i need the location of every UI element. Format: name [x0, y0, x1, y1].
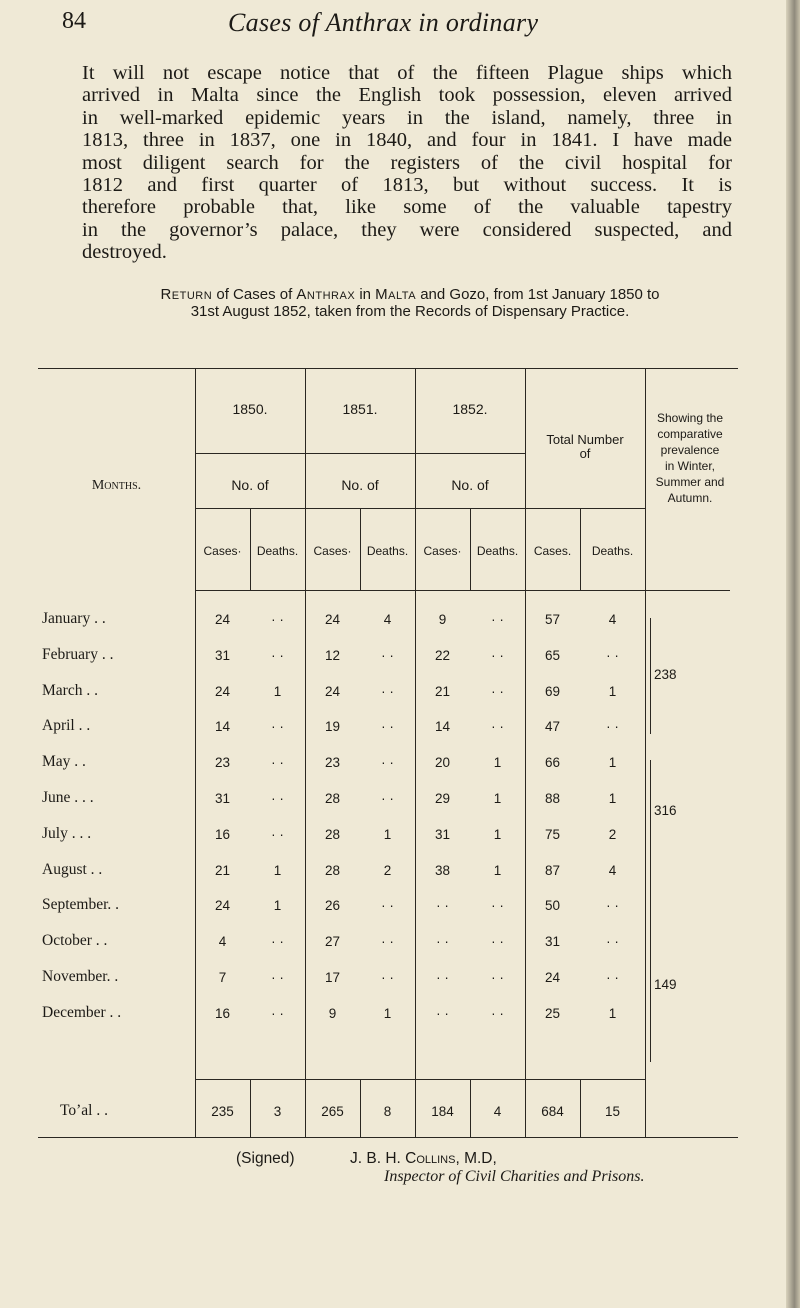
noof-1851: No. of [341, 477, 379, 493]
table-cell-d50: · · [271, 970, 284, 985]
table-cell-c51: 19 [324, 719, 341, 735]
total-cell-d50: 3 [273, 1104, 282, 1119]
rule-total-row [195, 1079, 645, 1080]
body-paragraph [82, 62, 732, 264]
deaths-1852-header: Deaths. [476, 544, 519, 558]
table-cell-c51: 28 [324, 791, 341, 806]
side-note-line: Autumn. [667, 491, 713, 505]
table-cell-c52: 9 [438, 612, 447, 627]
total-cell-td: 15 [604, 1104, 621, 1119]
table-cell-c50: 24 [214, 898, 231, 914]
table-cell-c52: · · [436, 1005, 449, 1021]
noof-1852: No. of [451, 477, 489, 493]
total-cell-d52: 4 [493, 1104, 502, 1119]
table-cell-c50: 16 [214, 826, 231, 842]
table-cell-c51: 9 [328, 1005, 337, 1021]
table-cell-td: · · [606, 934, 619, 950]
table-cell-tc: 31 [544, 934, 561, 950]
table-cell-c52: 29 [434, 791, 451, 806]
table-bottom-rule [38, 1137, 738, 1138]
page-edge-shadow [786, 0, 800, 1308]
signatory-title: Inspector of Civil Charities and Prisons. [384, 1168, 645, 1185]
total-cases-header: Cases. [533, 544, 572, 558]
month-label: January . . [42, 610, 106, 627]
table-cell-td: 1 [608, 791, 617, 806]
signed-label: (Signed) [236, 1150, 295, 1167]
rule-years [195, 453, 525, 454]
table-cell-d51: · · [381, 683, 394, 699]
table-cell-tc: 65 [544, 647, 561, 663]
table-cell-tc: 66 [544, 755, 561, 771]
table-cell-d52: · · [491, 647, 504, 663]
table-cell-d52: 1 [493, 755, 502, 771]
table-cell-tc: 88 [544, 791, 561, 806]
table-cell-c51: 27 [324, 934, 341, 950]
total-cell-tc: 684 [541, 1104, 564, 1119]
group-total-winter: 238 [654, 667, 677, 682]
table-cell-d52: · · [491, 612, 504, 627]
table-cell-d50: · · [271, 612, 284, 627]
table-cell-td: · · [606, 970, 619, 985]
table-cell-tc: 50 [544, 898, 561, 914]
caption-part2: in [355, 286, 376, 303]
table-cell-d52: · · [491, 898, 504, 914]
rule-side [645, 590, 730, 591]
table-cell-d52: · · [491, 934, 504, 950]
table-cell-d50: · · [271, 647, 284, 663]
table-cell-d51: 2 [383, 862, 392, 878]
table-cell-c51: 24 [324, 612, 341, 627]
month-label: June . . . [42, 789, 94, 806]
vline-1852 [525, 368, 526, 1137]
signatory-name [350, 1150, 497, 1168]
group-total-autumn: 149 [654, 977, 677, 992]
table-cell-d51: · · [381, 755, 394, 771]
table-cell-c51: 26 [324, 898, 341, 914]
table-cell-c52: · · [436, 934, 449, 950]
month-label: July . . . [42, 824, 92, 842]
table-cell-c52: · · [436, 970, 449, 985]
rule-subheads [195, 590, 645, 591]
table-top-rule [38, 368, 738, 369]
table-caption [80, 286, 740, 320]
year-1850: 1850. [232, 401, 268, 417]
group-total-summer: 316 [654, 803, 677, 818]
table-cell-d50: 1 [273, 898, 282, 914]
table-cell-c52: 31 [434, 826, 451, 842]
table-cell-tc: 25 [544, 1005, 561, 1021]
year-1851: 1851. [342, 401, 378, 417]
cases-1850-header: Cases· [203, 544, 242, 558]
table-cell-c51: 24 [324, 683, 341, 699]
brace-summer [644, 760, 651, 918]
table-cell-tc: 57 [544, 612, 561, 627]
total-cell-c51: 265 [321, 1104, 344, 1119]
table-cell-d50: · · [271, 934, 284, 950]
table-cell-d50: · · [271, 791, 284, 806]
total-cell-d51: 8 [383, 1104, 392, 1119]
month-label: October . . [42, 932, 108, 950]
table-cell-d51: 4 [383, 612, 392, 627]
total-of-header: of [579, 446, 591, 461]
table-cell-d52: · · [491, 719, 504, 735]
side-note-line: Showing the [656, 411, 724, 425]
table-cell-d52: 1 [493, 791, 502, 806]
table-cell-d51: · · [381, 934, 394, 950]
month-label: May . . [42, 753, 86, 771]
paragraph-line: 1813, three in 1837, one in 1840, and four in 1841. I have made [82, 129, 732, 152]
table-cell-c52: 20 [434, 755, 451, 771]
month-label: February . . [42, 645, 114, 663]
table-cell-c50: 16 [214, 1005, 231, 1021]
signatory-prefix: J. B. H. [350, 1150, 406, 1167]
table-cell-d50: · · [271, 826, 284, 842]
total-cell-c50: 235 [211, 1104, 234, 1119]
table-cell-d51: · · [381, 791, 394, 806]
month-label: December . . [42, 1003, 122, 1021]
paragraph-line: in well-marked epidemic years in the island, namely, three in [82, 106, 732, 129]
table-cell-tc: 24 [544, 970, 561, 985]
table-cell-d51: 1 [383, 1005, 392, 1021]
table-cell-d51: · · [381, 898, 394, 914]
table-cell-tc: 47 [544, 719, 561, 735]
brace-winter [644, 618, 651, 734]
table-cell-c50: 24 [214, 683, 231, 699]
table-cell-td: 4 [608, 862, 617, 878]
table-cell-c51: 12 [324, 647, 341, 663]
table-cell-c51: 23 [324, 755, 341, 771]
table-cell-d50: · · [271, 755, 284, 771]
table-cell-d52: · · [491, 970, 504, 985]
table-cell-td: · · [606, 647, 619, 663]
table-cell-d51: · · [381, 647, 394, 663]
table-cell-c52: · · [436, 898, 449, 914]
caption-anthrax: Anthrax [296, 286, 356, 303]
page-number: 84 [62, 8, 86, 34]
rule-total [525, 508, 645, 509]
table-cell-d50: 1 [273, 683, 282, 699]
paragraph-line: therefore probable that, like some of the valuable tapestry [82, 196, 732, 219]
table-cell-d52: · · [491, 1005, 504, 1021]
running-title: Cases of Anthrax in ordinary [228, 8, 539, 37]
table-cell-td: 1 [608, 683, 617, 699]
month-label: November. . [42, 968, 119, 985]
table-cell-tc: 69 [544, 683, 561, 699]
noof-1850: No. of [231, 477, 269, 493]
table-cell-c50: 21 [214, 862, 231, 878]
side-note-line: Summer and [655, 475, 725, 489]
table-cell-c51: 28 [324, 862, 341, 878]
paragraph-line: most diligent search for the registers of the civil hospital for [82, 151, 732, 174]
table-cell-td: 2 [608, 826, 617, 842]
table-cell-c50: 23 [214, 755, 231, 771]
table-cell-tc: 87 [544, 862, 561, 878]
table-cell-d52: 1 [493, 862, 502, 878]
table-cell-c52: 22 [434, 647, 451, 663]
table-cell-td: 1 [608, 1005, 617, 1021]
table-cell-c52: 14 [434, 719, 451, 735]
table-cell-c52: 38 [434, 862, 451, 878]
table-cell-d51: · · [381, 970, 394, 985]
table-cell-td: · · [606, 898, 619, 914]
total-cell-c52: 184 [431, 1104, 454, 1119]
signatory-surname: Collins [405, 1150, 456, 1167]
month-label: March . . [42, 681, 98, 699]
caption-part1: of Cases of [212, 286, 297, 303]
paragraph-line: in the governor’s palace, they were considered suspected, and [82, 218, 732, 241]
table-cell-td: 1 [608, 755, 617, 771]
table-cell-c52: 21 [434, 683, 451, 699]
caption-line2: 31st August 1852, taken from the Records of Dispensary Practice. [190, 303, 630, 320]
caption-return: Return [160, 286, 213, 303]
table-cell-c51: 17 [324, 970, 341, 985]
deaths-1850-header: Deaths. [256, 544, 299, 558]
table-cell-c50: 24 [214, 612, 231, 627]
months-header: Months. [91, 478, 142, 493]
total-row-label: To’al . . [60, 1102, 108, 1119]
table-cell-c50: 14 [214, 719, 231, 735]
table-cell-d52: · · [491, 683, 504, 699]
brace-autumn [644, 902, 651, 1062]
cases-1852-header: Cases· [423, 544, 462, 558]
table-cell-d50: · · [271, 1005, 284, 1021]
month-label: April . . [42, 717, 91, 735]
caption-malta: Malta [375, 286, 417, 303]
table-cell-td: · · [606, 719, 619, 735]
month-label: September. . [42, 896, 120, 914]
paragraph-line: 1812 and first quarter of 1813, but without success. It is [82, 174, 732, 197]
table-cell-tc: 75 [544, 826, 561, 842]
table-cell-d51: · · [381, 719, 394, 735]
table-cell-c50: 31 [214, 647, 231, 663]
side-note-line: prevalence [660, 443, 720, 457]
table-cell-c50: 7 [218, 970, 227, 985]
table-cell-c50: 4 [218, 934, 227, 950]
table-cell-c50: 31 [214, 791, 231, 806]
year-1852: 1852. [452, 401, 488, 417]
total-number-header: Total Number [546, 432, 624, 447]
caption-part3: and Gozo, from 1st January 1850 to [416, 286, 660, 303]
table-cell-d52: 1 [493, 826, 502, 842]
side-note-line: comparative [657, 427, 723, 441]
signatory-suffix: , M.D, [455, 1150, 497, 1167]
paragraph-line: It will not escape notice that of the fifteen Plague ships which [82, 62, 732, 84]
paragraph-line: arrived in Malta since the English took possession, eleven arrived [82, 84, 732, 107]
table-cell-d50: · · [271, 719, 284, 735]
paragraph-line: destroyed. [82, 241, 167, 264]
total-deaths-header: Deaths. [591, 544, 634, 558]
table-cell-d51: 1 [383, 826, 392, 842]
month-label: August . . [42, 860, 103, 878]
cases-1851-header: Cases· [313, 544, 352, 558]
side-note-line: in Winter, [664, 459, 715, 473]
table-cell-c51: 28 [324, 826, 341, 842]
deaths-1851-header: Deaths. [366, 544, 409, 558]
table-cell-td: 4 [608, 612, 617, 627]
table-cell-d50: 1 [273, 862, 282, 878]
